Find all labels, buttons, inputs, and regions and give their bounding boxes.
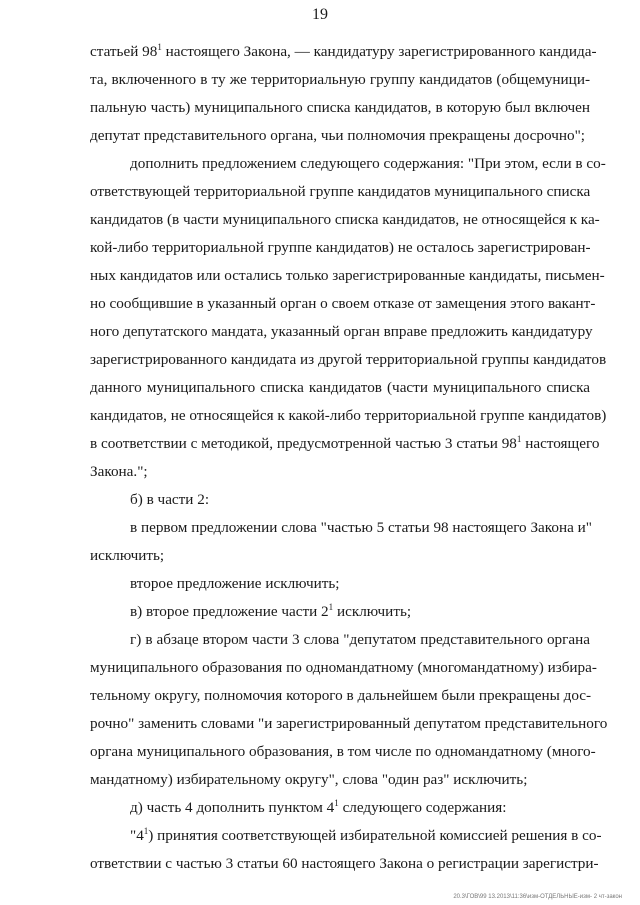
text-line: б) в части 2: — [130, 491, 210, 508]
text-line: кой-либо территориальной группе кандидатов) не осталось зарегистрирован- — [90, 239, 591, 256]
text-line: исключить; — [90, 547, 165, 564]
text-line: ответствующей территориальной группе кандидатов муниципального списка — [90, 183, 591, 200]
text-line: рочно" заменить словами "и зарегистрированный депутатом представительного — [90, 715, 608, 732]
text-line: г) в абзаце втором части 3 слова "депутатом представительного органа — [130, 631, 590, 648]
text-line: ного депутатского мандата, указанный орган вправе предложить кандидатуру — [90, 323, 593, 340]
text-line: мандатному) избирательному округу", слова "один раз" исключить; — [90, 771, 528, 788]
page-number: 19 — [312, 6, 328, 23]
text-line: ных кандидатов или остались только зарегистрированные кандидаты, письмен- — [90, 267, 605, 284]
text-line: в) второе предложение части $2^1$ исключить; — [130, 602, 412, 620]
text-line: "$4^1$) принятия соответствующей избирательной комиссией решения в со- — [130, 826, 602, 844]
text-line: дополнить предложением следующего содержания: "При этом, если в со- — [130, 155, 606, 172]
text-line: кандидатов (в части муниципального списка кандидатов, не относящейся к ка- — [90, 211, 600, 228]
text-line: кандидатов, не относящейся к какой-либо территориальной группе кандидатов) — [90, 407, 607, 424]
text-line: второе предложение исключить; — [130, 575, 340, 592]
text-line: пальную часть) муниципального списка кандидатов, в которую был включен — [90, 99, 590, 116]
text-line: тельному округу, полномочия которого в дальнейшем были прекращены дос- — [90, 687, 592, 704]
text-line: д) часть 4 дополнить пунктом $4^1$ следующего содержания: — [130, 798, 507, 816]
text-line: но сообщившие в указанный орган о своем отказе от замещения этого вакант- — [90, 295, 596, 312]
footer-file-path: 20.3\ГОВ\99 13.2013\11:36\изм-ОТДЕЛЬНЫЕ-изм- 2 чт-закон — [453, 894, 622, 900]
text-line: органа муниципального образования, в том числе по одномандатному (много- — [90, 743, 596, 760]
text-line: в первом предложении слова "частью 5 статьи 98 настоящего Закона и" — [130, 519, 592, 536]
text-line: данного муниципального списка кандидатов (части муниципального списка — [90, 379, 590, 396]
text-line: Закона."; — [90, 463, 148, 480]
text-line: депутат представительного органа, чьи полномочия прекращены досрочно"; — [90, 127, 585, 144]
text-line: ответствии с частью 3 статьи 60 настоящего Закона о регистрации зарегистри- — [90, 855, 599, 872]
text-line: та, включенного в ту же территориальную группу кандидатов (общемуници- — [90, 71, 590, 88]
text-line: муниципального образования по одномандатному (многомандатному) избира- — [90, 659, 597, 676]
text-line: статьей $98^1$ настоящего Закона, — кандидатуру зарегистрированного кандида- — [90, 42, 597, 60]
text-line: зарегистрированного кандидата из другой территориальной группы кандидатов — [90, 351, 607, 368]
text-line: в соответствии с методикой, предусмотренной частью 3 статьи $98^1$ настоящего — [90, 434, 600, 452]
